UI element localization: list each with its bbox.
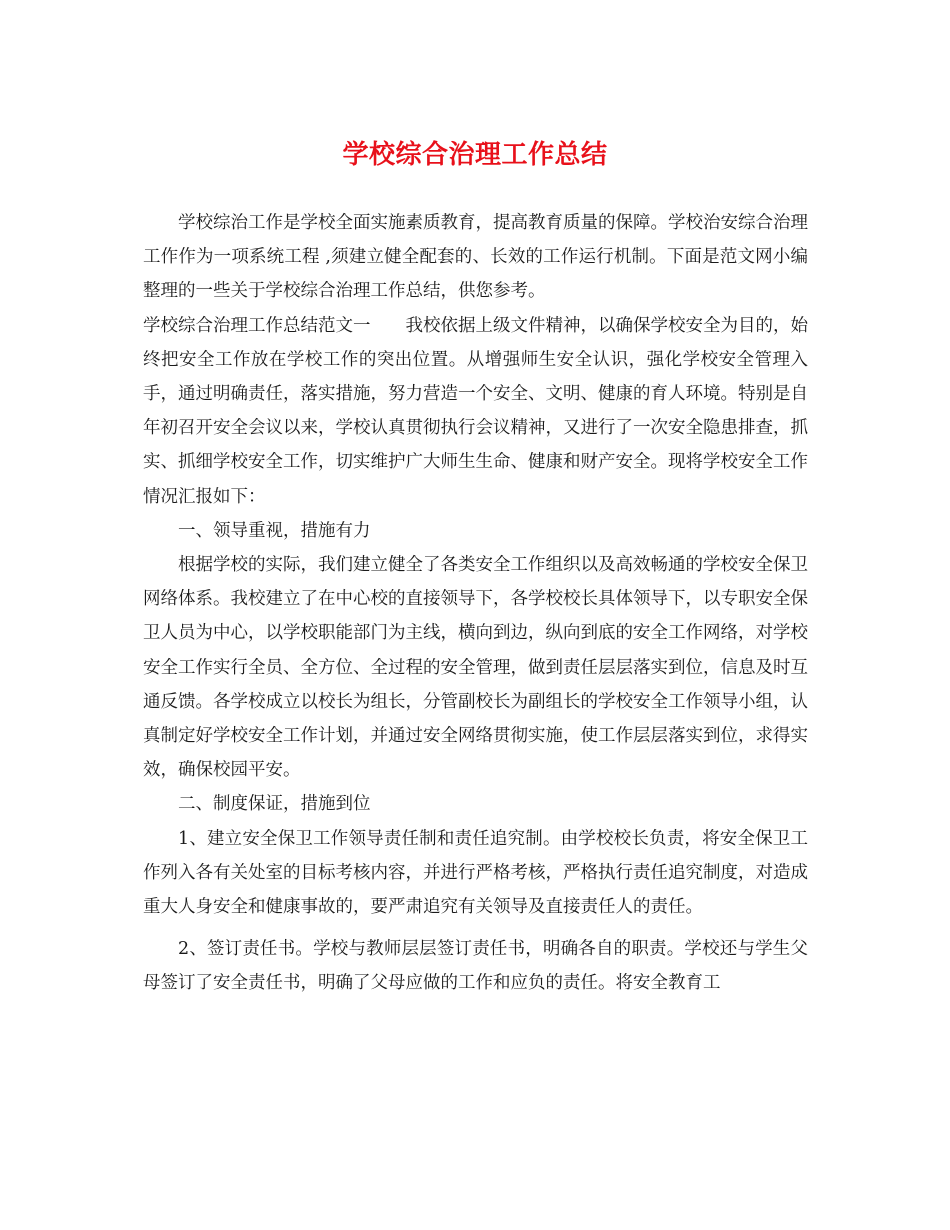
- section-1-paragraph: 根据学校的实际，我们建立健全了各类安全工作组织以及高效畅通的学校安全保卫网络体系。我校建立了在中心校的直接领导下，各学校校长具体领导下，以专职安全保卫人员为中心，以学校职能部门为主线，横向到边，纵向到底的安全工作网络，对学校安全工作实行全员、全方位、全过程的安全管理，做到责任层层落实到位，信息及时互通反馈。各学校成立以校长为组长，分管副校长为副组长的学校安全工作领导小组，认真制定好学校安全工作计划，并通过安全网络贯彻实施，使工作层层落实到位，求得实效，确保校园平安。: [143, 555, 808, 781]
- document-body: [143, 206, 808, 1001]
- intro-paragraph: 学校综治工作是学校全面实施素质教育，提高教育质量的保障。学校治安综合治理工作作为一项系统工程 ,须建立健全配套的、长效的工作运行机制。下面是范文网小编整理的一些关于学校综合治理工作总结，供您参考。: [143, 213, 808, 302]
- document-title: 学校综合治理工作总结: [342, 140, 608, 170]
- section-heading-1: 一、领导重视，措施有力: [178, 520, 371, 541]
- section-2-item-1: 1、建立安全保卫工作领导责任制和责任追究制。由学校校长负责，将安全保卫工作列入各有关处室的目标考核内容，并进行严格考核，严格执行责任追究制度，对造成重大人身安全和健康事故的，要严肃追究有关领导及直接责任人的责任。: [143, 828, 808, 918]
- sample-paragraph: 学校综合治理工作总结范文一 我校依据上级文件精神，以确保学校安全为目的，始终把安全工作放在学校工作的突出位置。从增强师生安全认识，强化学校安全管理入手，通过明确责任，落实措施，努力营造一个安全、文明、健康的育人环境。特别是自年初召开安全会议以来，学校认真贯彻执行会议精神，又进行了一次安全隐患排查，抓实、抓细学校安全工作，切实维护广大师生生命、健康和财产安全。现将学校安全工作情况汇报如下：: [143, 315, 808, 507]
- section-2-item-2: 2、签订责任书。学校与教师层层签订责任书，明确各自的职责。学校还与学生父母签订了安全责任书，明确了父母应做的工作和应负的责任。将安全教育工: [143, 939, 808, 994]
- section-heading-2: 二、制度保证，措施到位: [178, 794, 371, 815]
